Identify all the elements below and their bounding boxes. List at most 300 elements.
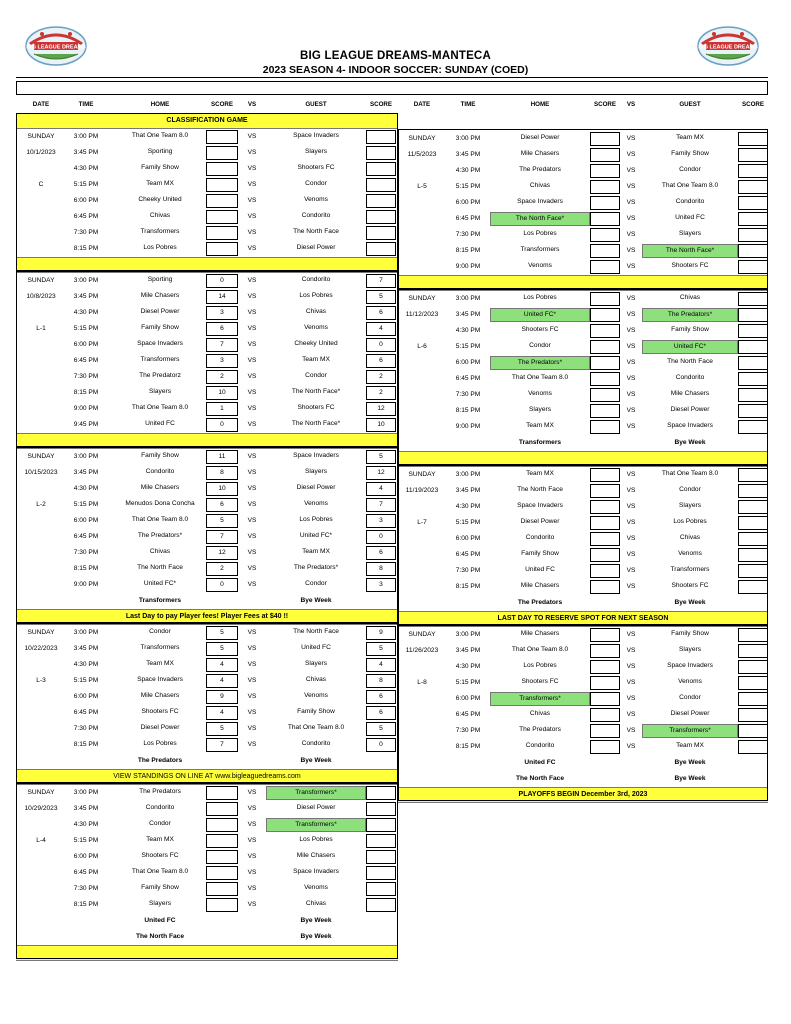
game-time: 9:45 PM (73, 421, 99, 428)
versus-label: VS (626, 695, 636, 702)
game-time: 5:15 PM (455, 519, 481, 526)
guest-team: Chivas (305, 676, 327, 683)
game-time: 6:00 PM (455, 535, 481, 542)
game-time: 3:45 PM (455, 487, 481, 494)
guest-team: That One Team 8.0 (287, 724, 345, 731)
guest-score-box: 6 (366, 546, 396, 560)
versus-label: VS (626, 743, 636, 750)
home-team: Slayers (529, 406, 551, 413)
home-team: Condorito (525, 742, 555, 749)
home-score-box: 2 (206, 562, 238, 576)
versus-label: VS (247, 645, 257, 652)
versus-label: VS (626, 215, 636, 222)
game-time: 6:00 PM (73, 853, 99, 860)
guest-team: Shooters FC (671, 262, 709, 269)
versus-label: VS (626, 199, 636, 206)
guest-team: Diesel Power (670, 406, 710, 413)
home-team: Condorito (145, 804, 175, 811)
game-time: 6:45 PM (455, 215, 481, 222)
game-date: L-5 (417, 183, 427, 190)
versus-label: VS (247, 133, 257, 140)
guest-team: Venoms (304, 324, 328, 331)
versus-label: VS (626, 663, 636, 670)
game-date: L-8 (417, 679, 427, 686)
home-team: Team MX (146, 660, 174, 667)
home-team: The Predators* (137, 532, 183, 539)
guest-score-box: 7 (366, 498, 396, 512)
home-team: Shooters FC (141, 708, 179, 715)
guest-team: Los Pobres (299, 836, 333, 843)
bye-week-label: Bye Week (300, 917, 332, 924)
guest-team: Space Invaders (293, 132, 339, 139)
game-time: 4:30 PM (455, 503, 481, 510)
guest-score-box: 3 (366, 578, 396, 592)
guest-team: The North Face* (291, 388, 341, 395)
home-team: Team MX (526, 470, 554, 477)
home-score-box: 8 (206, 466, 238, 480)
versus-label: VS (247, 341, 257, 348)
game-date: 10/15/2023 (24, 469, 58, 476)
week-block (16, 271, 398, 447)
game-date: C (38, 181, 44, 188)
home-team: Diesel Power (520, 518, 560, 525)
home-team: That One Team 8.0 (131, 132, 189, 139)
home-team: Family Show (141, 452, 179, 459)
home-team: That One Team 8.0 (511, 646, 569, 653)
game-date: 11/26/2023 (405, 647, 439, 654)
home-team: Family Show (141, 164, 179, 171)
home-team: The North Face* (490, 212, 590, 226)
guest-team: Condorito (301, 740, 331, 747)
versus-label: VS (247, 373, 257, 380)
guest-score-box: 12 (366, 466, 396, 480)
game-date: L-4 (36, 837, 46, 844)
game-date: 11/19/2023 (405, 487, 439, 494)
guest-team: Chivas (679, 294, 701, 301)
guest-team: Condor (679, 694, 701, 701)
game-time: 3:00 PM (73, 133, 99, 140)
game-time: 5:15 PM (73, 837, 99, 844)
guest-team: Family Show (671, 630, 709, 637)
home-team: Los Pobres (523, 662, 557, 669)
guest-score-box: 6 (366, 690, 396, 704)
versus-label: VS (247, 421, 257, 428)
page-subtitle: 2023 SEASON 4- INDOOR SOCCER: SUNDAY (COED) (262, 64, 529, 76)
home-score-box: 0 (206, 274, 238, 288)
game-time: 3:45 PM (73, 805, 99, 812)
game-date: SUNDAY (27, 789, 55, 796)
guest-team: Family Show (671, 150, 709, 157)
bye-week-label: Bye Week (674, 759, 706, 766)
versus-label: VS (247, 229, 257, 236)
game-date: 10/1/2023 (26, 149, 56, 156)
column-header-hs: SCORE (210, 101, 233, 108)
home-team: Mile Chasers (140, 292, 180, 299)
guest-team: Cheeky United (294, 340, 338, 347)
versus-label: VS (626, 327, 636, 334)
home-team: Shooters FC (521, 326, 559, 333)
home-team: Mile Chasers (140, 692, 180, 699)
column-header-vs: VS (247, 101, 257, 108)
versus-label: VS (247, 853, 257, 860)
game-time: 3:00 PM (73, 789, 99, 796)
week-block (16, 783, 398, 959)
guest-team: Space Invaders (667, 422, 713, 429)
guest-score-box: 10 (366, 418, 396, 432)
game-time: 6:00 PM (73, 517, 99, 524)
home-score-box: 2 (206, 370, 238, 384)
home-team: Chivas (149, 548, 171, 555)
guest-team: Diesel Power (296, 484, 336, 491)
home-team: Los Pobres (143, 740, 177, 747)
home-score-box: 4 (206, 658, 238, 672)
versus-label: VS (626, 423, 636, 430)
week-banner-bottom: PLAYOFFS BEGIN December 3rd, 2023 (398, 787, 768, 803)
svg-text:BIG LEAGUE DREAMS: BIG LEAGUE DREAMS (698, 44, 758, 51)
week-block (16, 447, 398, 623)
game-time: 6:45 PM (73, 869, 99, 876)
game-time: 8:15 PM (73, 565, 99, 572)
bye-team: The North Face (516, 775, 564, 782)
guest-team: Condor (679, 486, 701, 493)
guest-score-box: 0 (366, 338, 396, 352)
versus-label: VS (626, 231, 636, 238)
column-header-gs: SCORE (369, 101, 392, 108)
home-team: Space Invaders (137, 340, 183, 347)
home-score-box: 6 (206, 322, 238, 336)
game-time: 6:45 PM (73, 357, 99, 364)
game-date: SUNDAY (408, 135, 436, 142)
game-date: 10/8/2023 (26, 293, 56, 300)
game-time: 3:00 PM (455, 295, 481, 302)
home-team: Los Pobres (143, 244, 177, 251)
guest-team: Team MX (302, 356, 330, 363)
guest-score-box: 5 (366, 642, 396, 656)
guest-team: Condor (305, 372, 327, 379)
home-team: Los Pobres (523, 294, 557, 301)
guest-team: Transformers (670, 566, 710, 573)
versus-label: VS (626, 679, 636, 686)
versus-label: VS (626, 535, 636, 542)
versus-label: VS (247, 821, 257, 828)
home-team: That One Team 8.0 (131, 516, 189, 523)
home-team: Los Pobres (523, 230, 557, 237)
guest-team: Transformers* (266, 818, 366, 832)
home-score-box: 7 (206, 338, 238, 352)
home-team: Chivas (529, 710, 551, 717)
guest-team: Venoms (304, 692, 328, 699)
home-team: Transformers (140, 356, 180, 363)
guest-score-box: 8 (366, 674, 396, 688)
column-header-date: DATE (413, 101, 431, 108)
home-score-box: 4 (206, 706, 238, 720)
versus-label: VS (247, 389, 257, 396)
versus-label: VS (626, 407, 636, 414)
column-header-home: HOME (150, 101, 170, 108)
versus-label: VS (247, 517, 257, 524)
page-title: BIG LEAGUE DREAMS-MANTECA (300, 50, 491, 62)
home-team: Menudos Dona Concha (125, 500, 195, 507)
game-time: 3:45 PM (455, 311, 481, 318)
game-time: 3:00 PM (455, 471, 481, 478)
guest-score-box: 9 (366, 626, 396, 640)
home-team: Mile Chasers (140, 484, 180, 491)
game-time: 3:45 PM (73, 293, 99, 300)
guest-score-box: 3 (366, 514, 396, 528)
game-time: 7:30 PM (455, 391, 481, 398)
guest-team: Team MX (302, 548, 330, 555)
bye-team: Transformers (518, 439, 562, 446)
game-time: 7:30 PM (73, 725, 99, 732)
versus-label: VS (626, 567, 636, 574)
versus-label: VS (247, 677, 257, 684)
home-team: The Predators (519, 726, 561, 733)
week-block (398, 625, 768, 801)
game-time: 3:45 PM (455, 151, 481, 158)
game-time: 7:30 PM (455, 567, 481, 574)
home-score-box: 9 (206, 690, 238, 704)
versus-label: VS (247, 805, 257, 812)
home-team: Shooters FC (141, 852, 179, 859)
home-team: Team MX (146, 836, 174, 843)
guest-team: The Predators* (293, 564, 339, 571)
guest-team: Space Invaders (293, 868, 339, 875)
week-block (16, 623, 398, 783)
game-time: 7:30 PM (455, 727, 481, 734)
column-header-row (398, 99, 768, 111)
home-team: Mile Chasers (520, 630, 560, 637)
game-time: 8:15 PM (455, 247, 481, 254)
versus-label: VS (626, 647, 636, 654)
game-time: 7:30 PM (73, 373, 99, 380)
home-score-box: 5 (206, 722, 238, 736)
guest-team: That One Team 8.0 (661, 182, 719, 189)
guest-team: Family Show (671, 326, 709, 333)
home-score-box: 10 (206, 386, 238, 400)
versus-label: VS (247, 357, 257, 364)
game-date: 11/5/2023 (407, 151, 437, 158)
versus-label: VS (247, 901, 257, 908)
versus-label: VS (247, 165, 257, 172)
guest-team: Slayers (679, 646, 701, 653)
home-team: Condor (149, 820, 171, 827)
game-time: 5:15 PM (73, 677, 99, 684)
game-time: 9:00 PM (455, 423, 481, 430)
guest-score-box: 8 (366, 562, 396, 576)
versus-label: VS (247, 149, 257, 156)
guest-team: Family Show (297, 708, 335, 715)
game-time: 6:45 PM (73, 533, 99, 540)
game-date: 10/22/2023 (24, 645, 58, 652)
versus-label: VS (247, 869, 257, 876)
guest-team: Venoms (678, 550, 702, 557)
versus-label: VS (247, 293, 257, 300)
versus-label: VS (626, 311, 636, 318)
guest-score-box: 5 (366, 722, 396, 736)
guest-team: The North Face* (642, 244, 738, 258)
column-header-date: DATE (32, 101, 50, 108)
home-team: The Predatorz (139, 372, 181, 379)
home-team: Diesel Power (140, 308, 180, 315)
game-date: L-3 (36, 677, 46, 684)
guest-score-box: 6 (366, 306, 396, 320)
home-team: Sporting (147, 276, 173, 283)
column-header-row (16, 99, 398, 111)
column-header-time: TIME (78, 101, 94, 108)
game-time: 7:30 PM (73, 885, 99, 892)
home-team: That One Team 8.0 (131, 404, 189, 411)
game-date: 10/29/2023 (24, 805, 58, 812)
versus-label: VS (626, 247, 636, 254)
home-score-box: 14 (206, 290, 238, 304)
column-header-guest: GUEST (679, 101, 701, 108)
versus-label: VS (247, 629, 257, 636)
home-team: Chivas (149, 212, 171, 219)
bye-week-label: Bye Week (300, 597, 332, 604)
versus-label: VS (626, 375, 636, 382)
versus-label: VS (247, 549, 257, 556)
guest-team: The Predators* (642, 308, 738, 322)
home-team: Space Invaders (517, 502, 563, 509)
home-team: Condor (529, 342, 551, 349)
versus-label: VS (247, 581, 257, 588)
versus-label: VS (626, 359, 636, 366)
home-team: Mile Chasers (520, 150, 560, 157)
schedule-top-box (16, 81, 768, 95)
game-time: 4:30 PM (73, 309, 99, 316)
guest-score-box: 5 (366, 450, 396, 464)
guest-team: The North Face (293, 628, 339, 635)
guest-team: Condor (305, 180, 327, 187)
home-team: Family Show (141, 324, 179, 331)
game-time: 7:30 PM (73, 229, 99, 236)
guest-score-box: 4 (366, 658, 396, 672)
guest-team: Shooters FC (297, 404, 335, 411)
game-date: SUNDAY (408, 631, 436, 638)
guest-team: Space Invaders (667, 662, 713, 669)
week-banner: CLASSIFICATION GAME (16, 113, 398, 129)
svg-text:BIG LEAGUE DREAMS: BIG LEAGUE DREAMS (26, 44, 86, 51)
versus-label: VS (247, 453, 257, 460)
versus-label: VS (626, 583, 636, 590)
guest-team: The North Face (667, 358, 713, 365)
schedule-grid (16, 81, 768, 958)
guest-team: United FC* (299, 532, 333, 539)
versus-label: VS (247, 837, 257, 844)
guest-score-box: 5 (366, 290, 396, 304)
home-team: Transformers (520, 246, 560, 253)
game-time: 4:30 PM (73, 661, 99, 668)
guest-team: Condorito (675, 198, 705, 205)
guest-team: Chivas (305, 900, 327, 907)
versus-label: VS (247, 309, 257, 316)
versus-label: VS (247, 181, 257, 188)
home-team: That One Team 8.0 (131, 868, 189, 875)
game-time: 3:45 PM (455, 647, 481, 654)
game-date: L-7 (417, 519, 427, 526)
game-time: 8:15 PM (73, 741, 99, 748)
home-team: The North Face (517, 486, 563, 493)
guest-team: Chivas (305, 308, 327, 315)
guest-score-box: 6 (366, 354, 396, 368)
guest-team: Slayers (305, 660, 327, 667)
guest-team: Venoms (304, 884, 328, 891)
bye-team: The North Face (136, 933, 184, 940)
versus-label: VS (626, 631, 636, 638)
guest-team: Diesel Power (296, 804, 336, 811)
versus-label: VS (247, 501, 257, 508)
game-time: 3:00 PM (455, 631, 481, 638)
week-block (16, 113, 398, 271)
guest-score-box: 12 (366, 402, 396, 416)
game-date: SUNDAY (27, 277, 55, 284)
versus-label: VS (626, 471, 636, 478)
game-time: 4:30 PM (73, 821, 99, 828)
game-date: L-6 (417, 343, 427, 350)
versus-label: VS (247, 789, 257, 796)
home-team: Transformers* (490, 692, 590, 706)
home-score-box: 5 (206, 642, 238, 656)
guest-team: The North Face* (291, 420, 341, 427)
versus-label: VS (247, 485, 257, 492)
home-team: Condor (149, 628, 171, 635)
versus-label: VS (626, 135, 636, 142)
home-team: Condorito (525, 534, 555, 541)
game-time: 3:00 PM (73, 453, 99, 460)
guest-team: Venoms (304, 196, 328, 203)
bye-week-label: Bye Week (674, 439, 706, 446)
guest-team: That One Team 8.0 (661, 470, 719, 477)
game-time: 3:00 PM (73, 277, 99, 284)
versus-label: VS (247, 885, 257, 892)
home-team: Condorito (145, 468, 175, 475)
game-time: 4:30 PM (455, 327, 481, 334)
home-score-box: 10 (206, 482, 238, 496)
game-time: 6:45 PM (73, 709, 99, 716)
game-time: 8:15 PM (455, 407, 481, 414)
game-time: 5:15 PM (455, 183, 481, 190)
game-date: SUNDAY (27, 133, 55, 140)
home-team: The Predators* (490, 356, 590, 370)
versus-label: VS (626, 183, 636, 190)
guest-team: Slayers (679, 230, 701, 237)
versus-label: VS (247, 277, 257, 284)
home-score-box: 3 (206, 354, 238, 368)
home-score-box: 11 (206, 450, 238, 464)
game-time: 8:15 PM (73, 389, 99, 396)
guest-team: Diesel Power (670, 710, 710, 717)
guest-team: Slayers (305, 468, 327, 475)
guest-team: Slayers (305, 148, 327, 155)
game-time: 5:15 PM (73, 501, 99, 508)
week-block (398, 129, 768, 289)
versus-label: VS (247, 565, 257, 572)
game-time: 4:30 PM (455, 663, 481, 670)
home-team: Shooters FC (521, 678, 559, 685)
game-time: 9:00 PM (73, 405, 99, 412)
guest-team: Condorito (301, 276, 331, 283)
guest-team: Shooters FC (297, 164, 335, 171)
home-team: Slayers (149, 388, 171, 395)
versus-label: VS (626, 343, 636, 350)
home-team: That One Team 8.0 (511, 374, 569, 381)
game-time: 9:00 PM (455, 263, 481, 270)
versus-label: VS (626, 151, 636, 158)
home-team: Space Invaders (137, 676, 183, 683)
home-team: Diesel Power (140, 724, 180, 731)
versus-label: VS (247, 213, 257, 220)
game-time: 6:45 PM (455, 551, 481, 558)
